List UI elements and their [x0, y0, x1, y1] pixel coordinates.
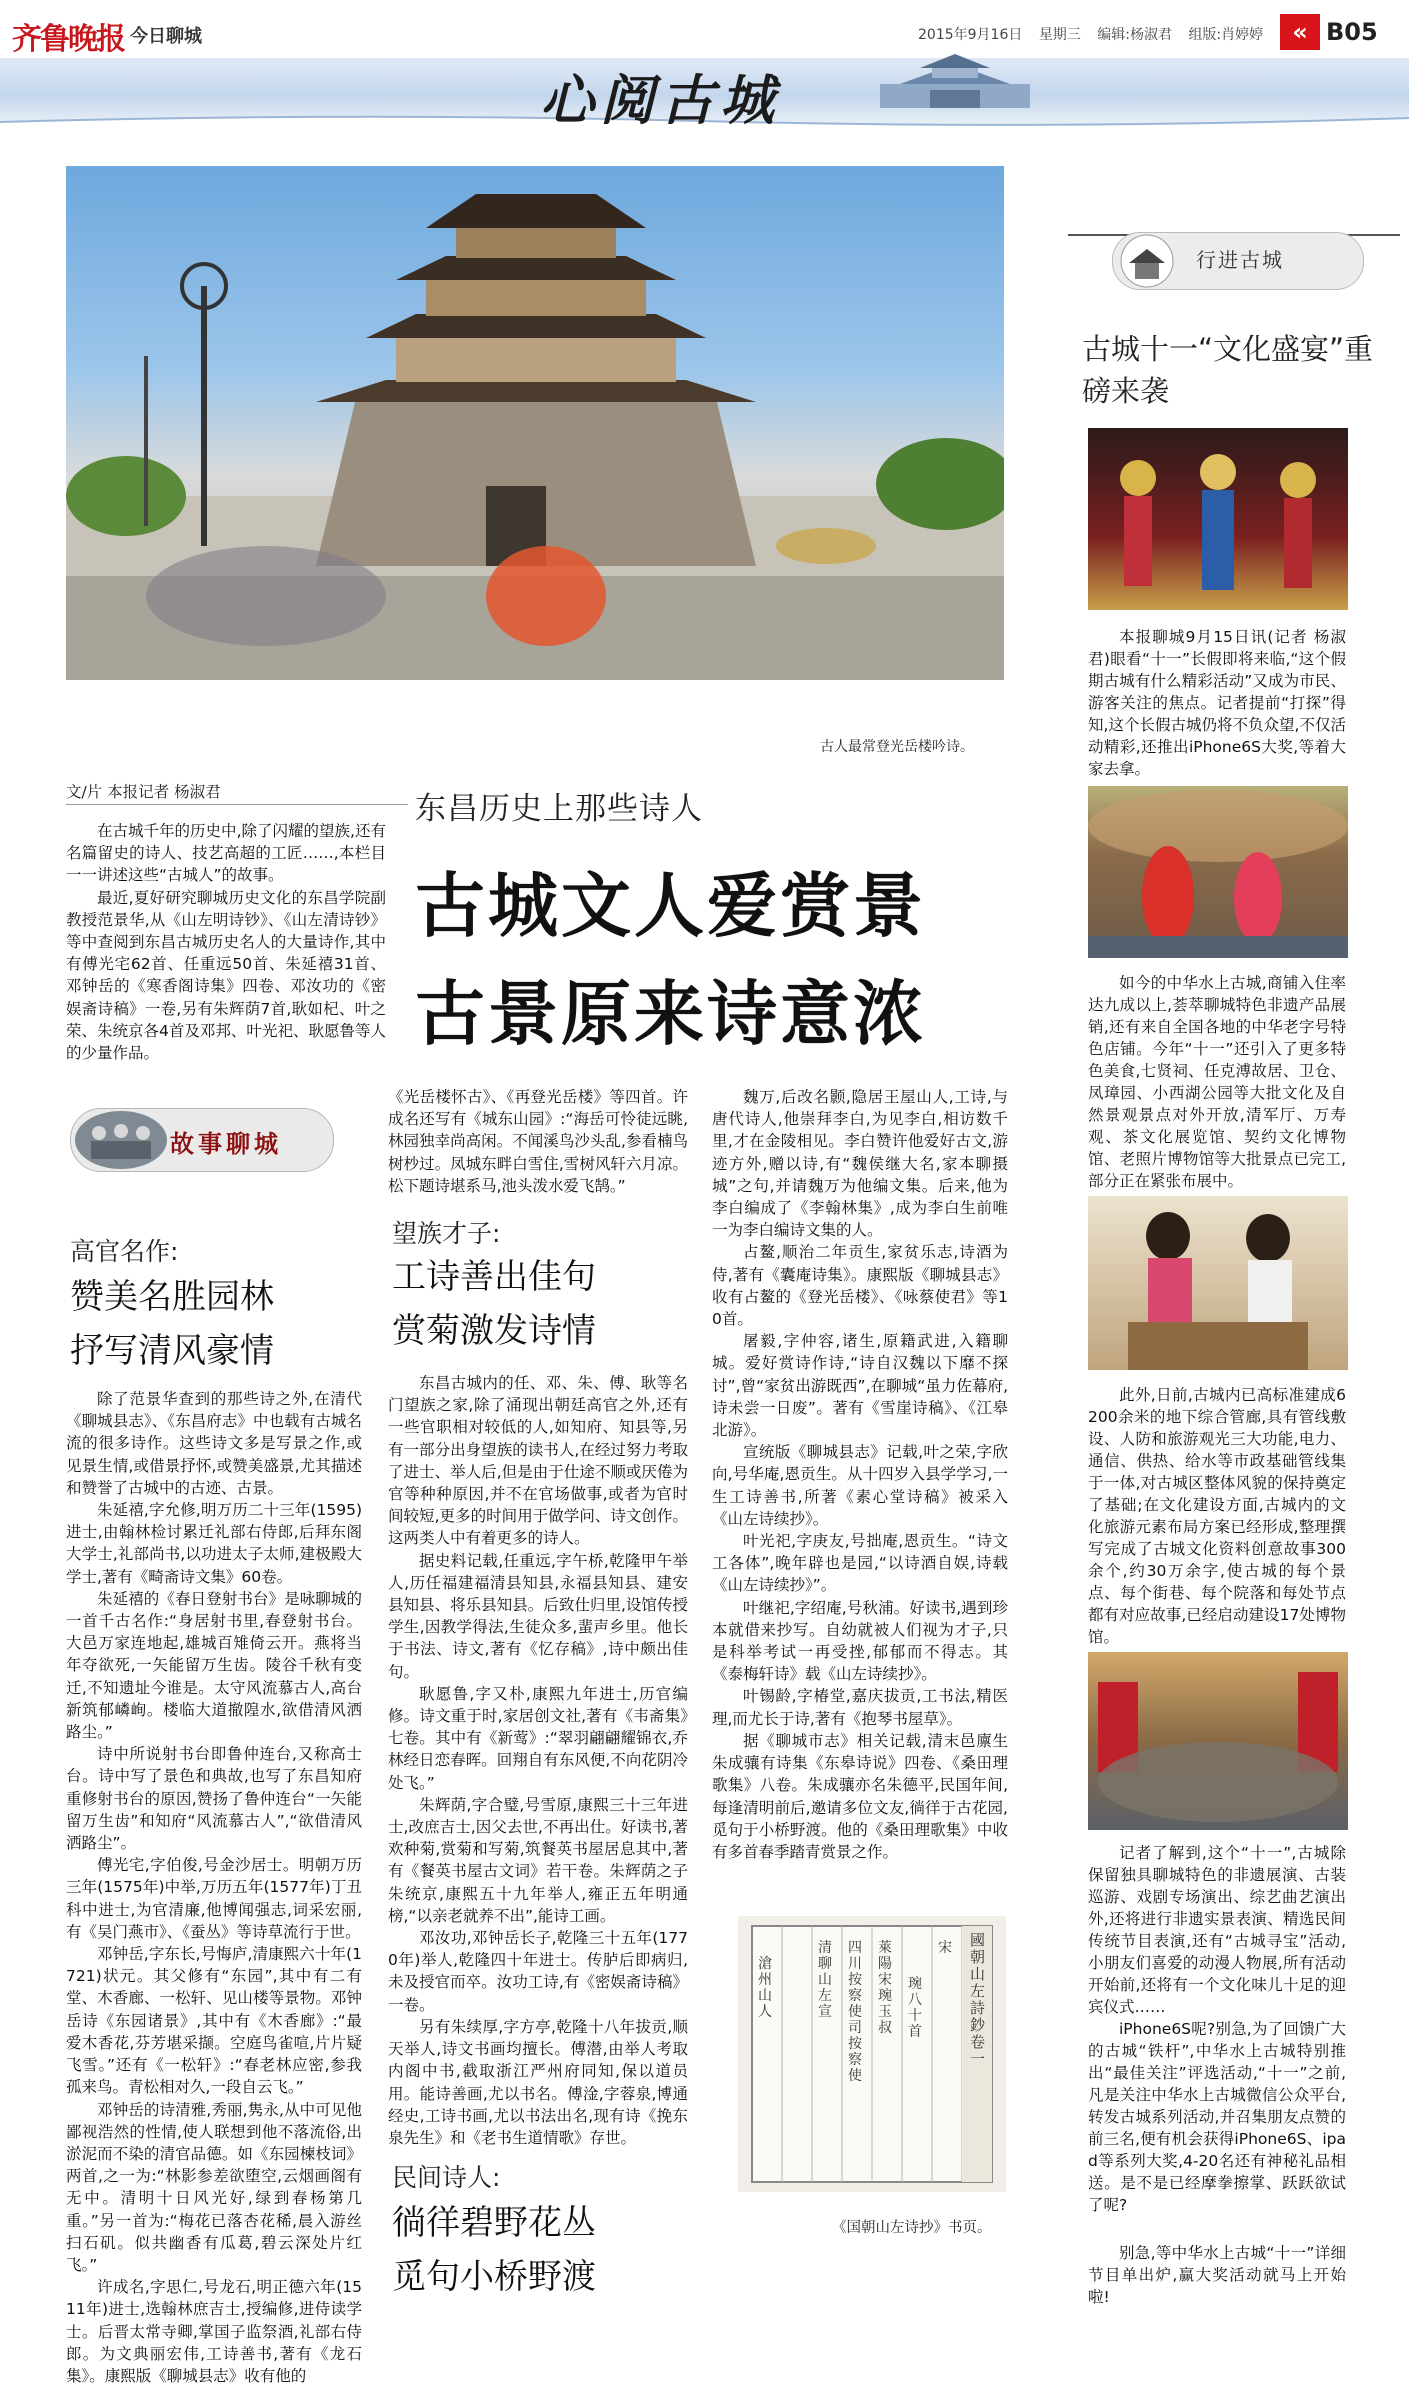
poem-book-line: 琬八十首 [908, 1976, 922, 2040]
page-arrow-icon: « [1280, 14, 1320, 50]
col1-subtitle-1: 赞美名胜园林 [70, 1277, 274, 1317]
col2-body [388, 1372, 688, 2149]
issue-weekday: 星期三 [1038, 27, 1081, 43]
col1-subtitle-2: 抒写清风豪情 [70, 1331, 274, 1371]
article-byline: 文/片 本报记者 杨淑君 [66, 783, 221, 801]
body-paragraph: 《光岳楼怀古》、《再登光岳楼》等四首。许成名还写有《城东山园》:“海岳可怜徒远眺,林园独幸尚高闲。不闻溪鸟沙头乱,参看楠鸟树杪过。凤城东畔白雪住,雪树风轩六月凉。松下题诗堪系马,池头泼水爱飞鹄。” [388, 1088, 688, 1195]
col2-tag: 望族才子: [392, 1219, 501, 1248]
body-paragraph: 朱辉荫,字合璧,号雪原,康熙三十三年进士,改庶吉士,因父去世,不再出仕。好读书,著欢种菊,赏菊和写菊,筑餐英书屋居息其中,著有《餐英书屋古文词》若干卷。朱辉荫之子朱统京,康熙五十九年举人,雍正五年明通榜,“以亲老就养不出”,能诗工画。 [388, 1795, 688, 1925]
body-paragraph: 叶锡龄,字椿堂,嘉庆拔贡,工书法,精医理,而尤长于诗,著有《抱琴书屋草》。 [712, 1687, 1008, 1728]
body-paragraph: 邓钟岳的诗清雅,秀丽,隽永,从中可见他鄙视浩然的性情,使人联想到他不落流俗,出淤泥而不染的清官品德。如《东园楝枝词》两首,之一为:“林影参差欲堕空,云烟画阁有无中。清明十日风光好,绿到春杨第几重。”另一首为:“梅花已落杏花稀,晨入游丝扫石矶。似共幽香有瓜葛,碧云深处片红飞。” [66, 2100, 362, 2274]
article-intro [66, 820, 386, 1064]
headline-line-1: 古城文人爱赏景 [415, 864, 926, 947]
poem-book-line: 清聊山左宣 [818, 1940, 832, 2020]
masthead [0, 0, 1409, 128]
body-paragraph: 屠毅,字仲容,诸生,原籍武进,入籍聊城。爱好赏诗作诗,“诗自汉魏以下靡不探讨”,曾“家贫出游既西”,在聊城“虽力佐幕府,诗未尝一日废”。著有《雪崖诗稿》、《江皋北游》。 [712, 1332, 1008, 1440]
main-photo-caption: 古人最常登光岳楼吟诗。 [820, 739, 974, 755]
page-number: B05 [1326, 18, 1378, 46]
body-paragraph: 叶继祀,字绍庵,号秋浦。好读书,遇到珍本就借来抄写。自幼就被人们视为才子,只是科举考试一再受挫,郁郁而不得志。其《泰梅轩诗》载《山左诗续抄》。 [712, 1598, 1008, 1684]
body-paragraph: 另有朱续厚,字方亭,乾隆十八年拔贡,顺天举人,诗文书画均擅长。傅潜,由举人考取内阁中书,截取浙江严州府同知,保以道员用。能诗善画,尤以书名。傅淦,字蓉泉,博通经史,工诗书画,尤以书法出名,现有诗《挽东泉先生》和《老书生道情歌》存世。 [388, 2017, 688, 2147]
poem-book-line: 宋 [938, 1940, 952, 1956]
issue-meta [918, 24, 1275, 44]
newspaper-section: 今日聊城 [130, 26, 202, 47]
poem-book-photo [738, 1916, 1006, 2192]
col2-subtitle2-2: 觅句小桥野渡 [392, 2257, 596, 2297]
body-paragraph: 据《聊城市志》相关记载,清末邑廪生朱成骧有诗集《东皋诗说》四卷、《桑田理歌集》八卷。朱成骧亦名朱德平,民国年间,每逢清明前后,邀请多位文友,徜徉于古花园,觅句于小桥野渡。他的《桑田理歌集》中收有多首春季踏青赏景之作。 [712, 1731, 1008, 1861]
right-paragraph-5: iPhone6S呢?别急,为了回馈广大的古城“铁杆”,中华水上古城特别推出“最佳关注”评选活动,“十一”之前,凡是关注中华水上古城微信公众平台,转发古城系列活动,并召集朋友点赞的前三名,便有机会获得iPhone6S、ipad等系列大奖,4-20名还有神秘礼品相送。是不是已经摩拳擦掌、跃跃欲试了呢? [1088, 2020, 1346, 2214]
poem-book-line: 四川按察使司按察使 [848, 1940, 862, 2084]
right-column-headline: 古城十一“文化盛宴”重磅来袭 [1082, 332, 1374, 408]
col1-body [66, 1388, 362, 2387]
body-paragraph: 占鳌,顺治二年贡生,家贫乐志,诗酒为侍,著有《囊庵诗集》。康熙版《聊城县志》收有占鳌的《登光岳楼》、《咏蔡使君》等10首。 [712, 1243, 1008, 1329]
newspaper-logo: 齐鲁晚报 [12, 22, 124, 57]
headline-line-2: 古景原来诗意浓 [415, 972, 926, 1055]
crafts-shop-photo [1088, 1196, 1348, 1370]
body-paragraph: 许成名,字思仁,号龙石,明正德六年(1511年)进士,选翰林庶吉士,授编修,进侍读学士。后晋太常寺卿,掌国子监祭酒,礼部右侍郎。为文典丽宏伟,工诗善书,著有《龙石集》。康熙版《聊城县志》收有他的 [66, 2278, 362, 2385]
body-paragraph: 东昌古城内的任、邓、朱、傅、耿等名门望族之家,除了涌现出朝廷高官之外,还有一些官职相对较低的人,如知府、知县等,另有一部分出身望族的读书人,在经过努力考取了进士、举人后,但是由于仕途不顺或厌倦为官等种种原因,并不在官场做事,或者为官时间较短,更多的时间用于做学问、诗文创作。这两类人中有着更多的诗人。 [388, 1374, 688, 1548]
street-parade-photo [1088, 1652, 1348, 1830]
poem-book-title: 國朝山左詩鈔卷一 [970, 1931, 986, 2068]
body-paragraph: 叶光祀,字庚友,号拙庵,恩贡生。“诗文工各体”,晚年辟也是园,“以诗酒自娱,诗载《山左诗续抄》”。 [712, 1532, 1008, 1595]
editor-credit: 编辑:杨淑君 [1097, 27, 1172, 43]
body-paragraph: 除了范景华查到的那些诗之外,在清代《聊城县志》、《东昌府志》中也载有古城名流的很多诗作。这些诗文多是写景之作,或见景生情,或借景抒怀,或赞美盛景,尤其描述和赞誉了古城中的古迹、古景。 [66, 1390, 362, 1497]
body-paragraph: 傅光宅,字伯俊,号金沙居士。明朝万历三年(1575年)中举,万历五年(1577年)丁丑科中进士,为官清廉,他博闻强志,词采宏丽,有《吴门燕市》、《蚕丛》等诗草流行于世。 [66, 1856, 362, 1941]
book-page-illustration [738, 1916, 1006, 2192]
right-paragraph-2: 如今的中华水上古城,商铺入住率达九成以上,荟萃聊城特色非遗产品展销,还有来自全国各地的中华老字号特色店铺。今年“十一”还引入了更多特色美食,七贤祠、任克溥故居、卫仓、凤璋园、小西湖公园等大批文化及自然景观景点对外开放,清军厅、万寿观、茶文化展览馆、契约文化博物馆、老照片博物馆等大批景点已完工,部分正在紧张布展中。 [1088, 974, 1346, 1190]
byline-rule [66, 804, 408, 805]
body-paragraph: 朱延禧的《春日登射书台》是咏聊城的一首千古名作:“身居射书里,春登射书台。大邑万家连地起,雄城百雉倚云开。燕将当年夺欲死,一矢能留万生齿。陵谷千秋有变迁,不知遗址今谁是。太守风流慕古人,高台新筑郁嶙峋。楼临大道撤隍水,欲借清风洒路尘。” [66, 1589, 362, 1742]
body-paragraph: 宣统版《聊城县志》记载,叶之荣,字欣向,号华庵,恩贡生。从十四岁入县学学习,一生工诗善书,所著《素心堂诗稿》被采入《山左诗续抄》。 [712, 1443, 1008, 1528]
group-photo-icon [71, 1109, 181, 1171]
col2-tag-2: 民间诗人: [392, 2163, 501, 2192]
article-kicker: 东昌历史上那些诗人 [415, 791, 703, 827]
column-badge-label: 行进古城 [1196, 248, 1284, 272]
col2-subtitle-2: 赏菊激发诗情 [392, 1311, 596, 1351]
right-paragraph-6: 别急,等中华水上古城“十一”详细节目单出炉,赢大奖活动就马上开始啦! [1088, 2244, 1346, 2306]
poem-book-line: 滄州山人 [758, 1956, 772, 2020]
tower-icon [1113, 233, 1183, 289]
col1-tag: 高官名作: [70, 1237, 179, 1266]
body-paragraph: 邓钟岳,字东长,号悔庐,清康熙六十年(1721)状元。其父修有“东园”,其中有二有堂、木香廊、一松轩、见山楼等景物。邓钟岳诗《东园诸景》,其中有《木香廊》:“最爱木香花,芬芳堪采撷。空庭鸟雀喧,片片疑飞雪。”还有《一松轩》:“春老林应密,参我孤来鸟。青松相对久,一段自云飞。” [66, 1945, 362, 2097]
right-paragraph-4: 记者了解到,这个“十一”,古城除保留独具聊城特色的非遗展演、古装巡游、戏剧专场演出、综艺曲艺演出外,还将进行非遗实景表演、精选民间传统节目表演,还有“古城寻宝”活动,小朋友们喜爱的动漫人物展,所有活动开始前,还将有一个文化味儿十足的迎宾仪式…… [1088, 1844, 1346, 2016]
poem-book-line: 萊陽宋琬玉叔 [878, 1940, 892, 2036]
column-badge-label: 故事聊城 [170, 1130, 282, 1158]
col2-subtitle2-1: 徜徉碧野花丛 [392, 2203, 596, 2243]
body-paragraph: 诗中所说射书台即鲁仲连台,又称高士台。诗中写了景色和典故,也写了东昌知府重修射书台的原因,赞扬了鲁仲连台“一矢能留万生齿”和知府“风流慕古人”,“欲借清风洒路尘”。 [66, 1745, 362, 1853]
main-photo-guangyue-tower [66, 166, 1004, 680]
body-paragraph: 据史料记载,任重远,字午桥,乾隆甲午举人,历任福建福清县知县,永福县知县、建安县知县、将乐县知县。后致仕归里,设馆传授学生,因教学得法,生徒众多,蜚声乡里。他长于书法、诗文,著有《忆存稿》,诗中颇出佳句。 [388, 1551, 688, 1681]
body-paragraph: 邓汝功,邓钟岳长子,乾隆三十五年(1770年)举人,乾隆四十年进士。传胪后即病归,未及授官而卒。汝功工诗,有《密娱斋诗稿》一卷。 [388, 1929, 688, 2014]
tower-illustration [66, 166, 1004, 680]
layout-credit: 组版:肖婷婷 [1188, 27, 1264, 43]
section-title: 心阅古城 [540, 68, 780, 128]
col2-top-body [388, 1086, 688, 1197]
intro-paragraph: 最近,夏好研究聊城历史文化的东昌学院副教授范景华,从《山左明诗钞》、《山左清诗钞》等中查阅到东昌古城历史名人的大量诗作,其中有傅光宅62首、任重远50首、朱延禧31首、邓钟岳的《寒香阁诗集》四卷、邓汝功的《密娱斋诗稿》一卷,另有朱辉荫7首,耿如杞、叶之荣、朱统京各4首及邓邦、叶光祀、耿愿鲁等人的少量作品。 [66, 888, 386, 1063]
right-paragraph-1: 本报聊城9月15日讯(记者 杨淑君)眼看“十一”长假即将来临,“这个假期古城有什么精彩活动”又成为市民、游客关注的焦点。记者提前“打探”得知,这个长假古城仍将不负众望,不仅活动精彩,还推出iPhone6S大奖,等着大家去拿。 [1088, 628, 1346, 778]
right-paragraph-3: 此外,日前,古城内已高标准建成6200余米的地下综合管廊,具有管线敷设、人防和旅游观光三大功能,电力、通信、供热、给水等市政基础管线集于一体,对古城区整体风貌的保持奠定了基础;在文化建设方面,古城内的文化旅游元素布局方案已经形成,整理撰写完成了古城文化资料创意故事300余个,约30万余字,使古城的每个景点、每个街巷、每个院落和每处节点都有对应故事,已经启动建设17处博物馆。 [1088, 1386, 1346, 1646]
issue-date: 2015年9月16日 [918, 27, 1023, 43]
poem-photo-caption: 《国朝山左诗抄》书页。 [832, 2220, 992, 2236]
city-gate-illustration [860, 50, 1050, 110]
body-paragraph: 魏万,后改名颢,隐居王屋山人,工诗,与唐代诗人,他崇拜李白,为见李白,相访数千里,才在金陵相见。李白赞许他爱好古文,游迹方外,赠以诗,有“魏侯继大名,家本聊摄城”之句,并请魏万为他编文集。后来,他为李白编成了《李翰林集》,成为李白生前唯一为李白编诗文集的人。 [712, 1088, 1008, 1240]
body-paragraph: 朱延禧,字允修,明万历二十三年(1595)进士,由翰林检讨累迁礼部右侍郎,后拜东阁大学士,礼部尚书,以功进太子太师,建极殿大学士,著有《畸斋诗文集》60卷。 [66, 1501, 362, 1586]
intro-paragraph: 在古城千年的历史中,除了闪耀的望族,还有名篇留史的诗人、技艺高超的工匠……,本栏目一一讲述这些“古城人”的故事。 [66, 822, 386, 885]
crowd-dance-photo [1088, 786, 1348, 958]
opera-performance-photo [1088, 428, 1348, 610]
body-paragraph: 耿愿鲁,字又朴,康熙九年进士,历官编修。诗文重于时,家居创文社,著有《韦斋集》七卷。其中有《新莺》:“翠羽翩翩耀锦衣,乔林经日恋春晖。回翔自有东风便,不向花阴冷处飞。” [388, 1684, 688, 1792]
col2-subtitle-1: 工诗善出佳句 [392, 1257, 596, 1297]
col3-body [712, 1086, 1008, 1863]
